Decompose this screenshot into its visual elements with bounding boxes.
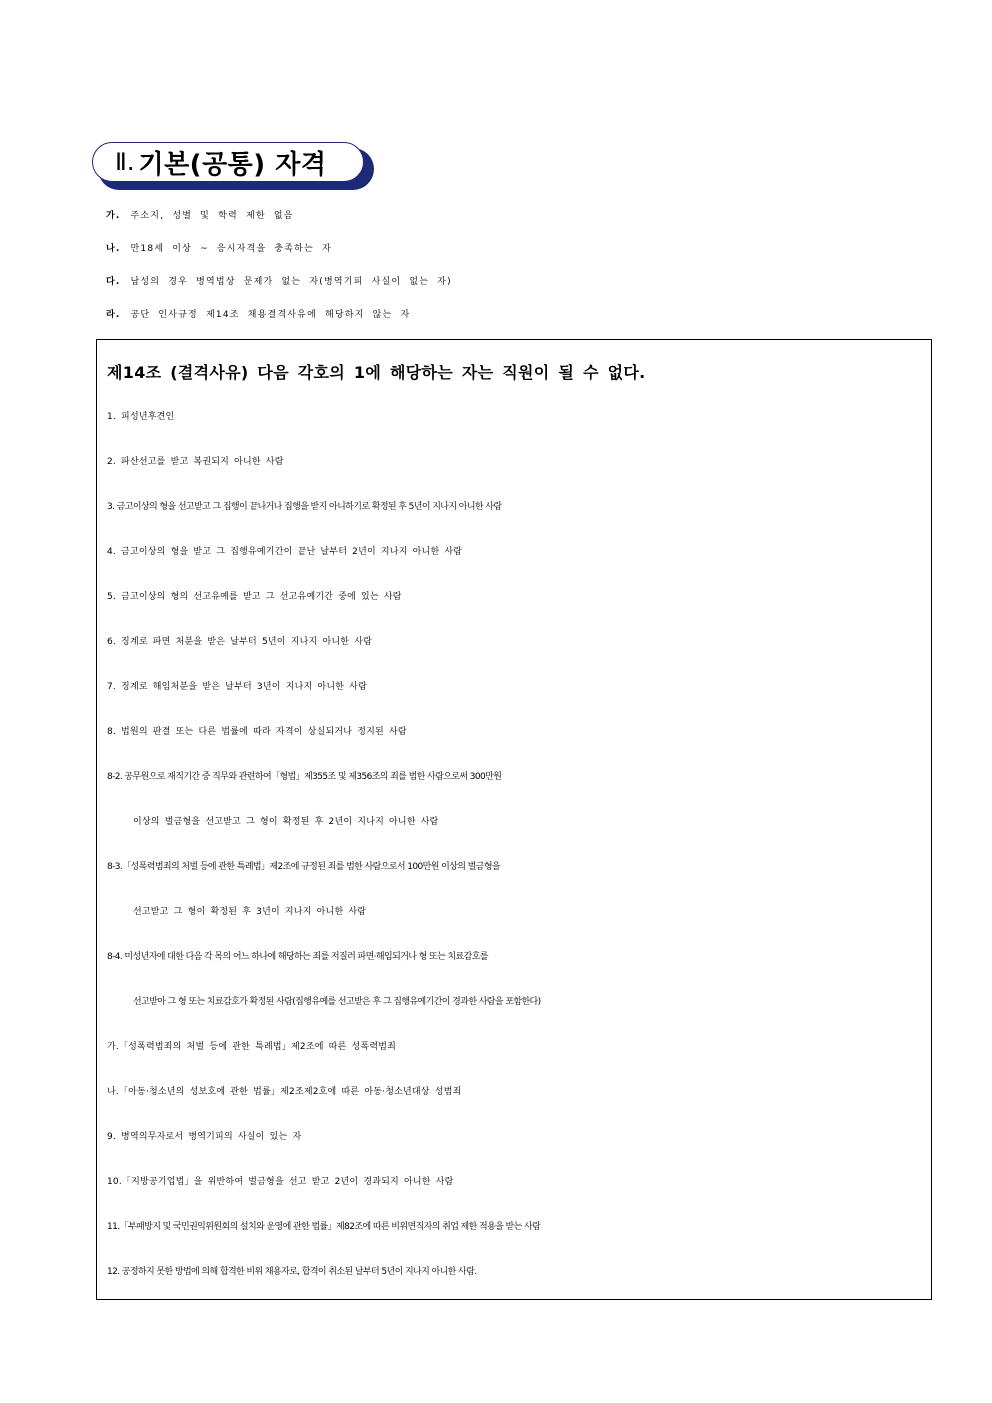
list-item: 8-4. 미성년자에 대한 다음 각 목의 어느 하나에 해당하는 죄를 저질러 파면·해임되거나 형 또는 치료감호를 (107, 952, 488, 962)
qualification-marker: 라. (106, 310, 121, 320)
list-item: 3. 금고이상의 형을 선고받고 그 집행이 끝나거나 집행을 받지 아니하기로 확정된 후 5년이 지나지 아니한 사람 (107, 502, 502, 512)
qualification-list (106, 200, 946, 332)
qualification-text: 남성의 경우 병역법상 문제가 없는 자(병역기피 사실이 없는 자) (130, 277, 452, 287)
disqualification-list (107, 395, 927, 1295)
list-item: 나.「아동·청소년의 성보호에 관한 법률」제2조제2호에 따른 아동·청소년대상 성범죄 (107, 1087, 462, 1097)
list-item-continuation: 이상의 벌금형을 선고받고 그 형이 확정된 후 2년이 지나지 아니한 사람 (133, 817, 439, 827)
qualification-marker: 가. (106, 211, 121, 221)
list-item: 10.「지방공기업법」을 위반하여 벌금형을 선고 받고 2년이 경과되지 아니한 사람 (107, 1177, 454, 1187)
list-item: 2. 파산선고를 받고 복권되지 아니한 사람 (107, 457, 284, 467)
list-item: 1. 피성년후견인 (107, 412, 175, 422)
list-item: 5. 금고이상의 형의 선고유예를 받고 그 선고유예기간 중에 있는 사람 (107, 592, 402, 602)
list-item-continuation: 선고받아 그 형 또는 치료감호가 확정된 사람(집행유예를 선고받은 후 그 집행유예기간이 경과한 사람을 포함한다) (133, 997, 541, 1007)
list-item: 11.「부패방지 및 국민권익위원회의 설치와 운영에 관한 법률」제82조에 따른 비위면직자의 취업 제한 적용을 받는 사람 (107, 1222, 541, 1232)
qualification-marker: 다. (106, 277, 121, 287)
section-header-pill (92, 142, 364, 182)
list-item: 6. 징계로 파면 처분을 받은 날부터 5년이 지나지 아니한 사람 (107, 637, 373, 647)
list-item: 4. 금고이상의 형을 받고 그 집행유예기간이 끝난 날부터 2년이 지나지 아니한 사람 (107, 547, 463, 557)
list-item: 9. 병역의무자로서 병역기피의 사실이 있는 자 (107, 1132, 302, 1142)
qualification-item (106, 200, 946, 233)
list-item: 12. 공정하지 못한 방법에 의해 합격한 비위 채용자로, 합격이 취소된 날부터 5년이 지나지 아니한 사람. (107, 1267, 477, 1277)
section-numeral: Ⅱ. (115, 148, 135, 176)
qualification-item (106, 299, 946, 332)
list-item: 7. 징계로 해임처분을 받은 날부터 3년이 지나지 아니한 사람 (107, 682, 367, 692)
qualification-text: 공단 인사규정 제14조 채용결격사유에 해당하지 않는 자 (130, 310, 411, 320)
article-heading: 제14조 (결격사유) 다음 각호의 1에 해당하는 자는 직원이 될 수 없다. (107, 363, 646, 382)
qualification-marker: 나. (106, 244, 121, 254)
qualification-text: 주소지, 성별 및 학력 제한 없음 (130, 211, 294, 221)
list-item: 8. 법원의 판결 또는 다른 법률에 따라 자격이 상실되거나 정지된 사람 (107, 727, 407, 737)
section-header (92, 142, 374, 192)
qualification-item (106, 233, 946, 266)
qualification-item (106, 266, 946, 299)
qualification-text: 만18세 이상 ~ 응시자격을 충족하는 자 (130, 244, 332, 254)
list-item: 가.「성폭력범죄의 처벌 등에 관한 특례법」제2조에 따른 성폭력범죄 (107, 1042, 396, 1052)
list-item: 8-2. 공무원으로 재직기간 중 직무와 관련하여「형법」제355조 및 제356조의 죄를 범한 사람으로써 300만원 (107, 772, 502, 782)
list-item-continuation: 선고받고 그 형이 확정된 후 3년이 지나지 아니한 사람 (133, 907, 367, 917)
section-title: 기본(공통) 자격 (138, 149, 327, 180)
disqualification-box (96, 339, 932, 1300)
list-item: 8-3.「성폭력범죄의 처벌 등에 관한 특례법」제2조에 규정된 죄를 범한 사람으로서 100만원 이상의 벌금형을 (107, 862, 501, 872)
